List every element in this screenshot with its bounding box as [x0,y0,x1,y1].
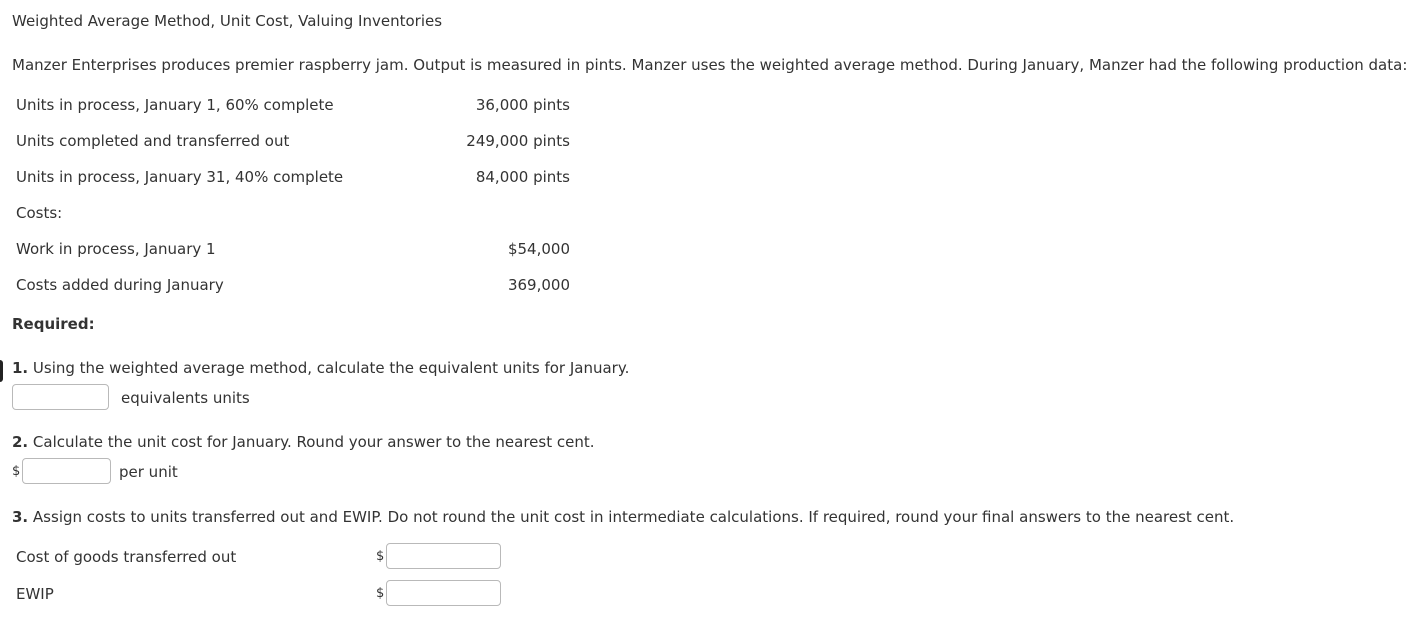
cost-transferred-out-input[interactable] [386,543,501,569]
required-heading: Required: [12,315,95,333]
question-3-text: Assign costs to units transferred out and EWIP. Do not round the unit cost in intermediate calculations. If required, round your final answers to the nearest cent. [32,508,1235,526]
page-title: Weighted Average Method, Unit Cost, Valuing Inventories [12,12,443,30]
unit-cost-label: per unit [119,463,178,481]
current-question-marker [0,360,3,382]
question-1 [12,359,629,377]
question-2 [12,433,594,451]
equivalent-units-label: equivalents units [121,389,250,407]
question-1-text: Using the weighted average method, calculate the equivalent units for January. [32,359,630,377]
question-2-number: 2. [12,433,29,451]
question-1-number: 1. [12,359,29,377]
equivalent-units-input[interactable] [12,384,109,410]
question-3-number: 3. [12,508,29,526]
problem-intro: Manzer Enterprises produces premier raspberry jam. Output is measured in pints. Manzer uses the weighted average method. During January, Manzer had the following production data: [12,56,1408,74]
cost-value-1: $54,000 [507,240,570,258]
costs-heading: Costs: [16,204,63,222]
question-3 [12,508,1234,526]
cost-transferred-out-currency-symbol: $ [376,549,385,564]
ewip-label: EWIP [16,585,54,603]
production-label-2: Units completed and transferred out [16,132,290,150]
unit-cost-currency-symbol: $ [12,464,21,479]
cost-value-2: 369,000 [507,276,570,294]
production-value-1: 36,000 pints [475,96,570,114]
ewip-input[interactable] [386,580,501,606]
production-value-2: 249,000 pints [466,132,570,150]
ewip-currency-symbol: $ [376,586,385,601]
production-value-3: 84,000 pints [475,168,570,186]
question-2-text: Calculate the unit cost for January. Round your answer to the nearest cent. [32,433,595,451]
production-label-1: Units in process, January 1, 60% complete [16,96,334,114]
cost-label-2: Costs added during January [16,276,224,294]
cost-transferred-out-label: Cost of goods transferred out [16,548,237,566]
production-label-3: Units in process, January 31, 40% complete [16,168,344,186]
cost-label-1: Work in process, January 1 [16,240,216,258]
unit-cost-input[interactable] [22,458,111,484]
